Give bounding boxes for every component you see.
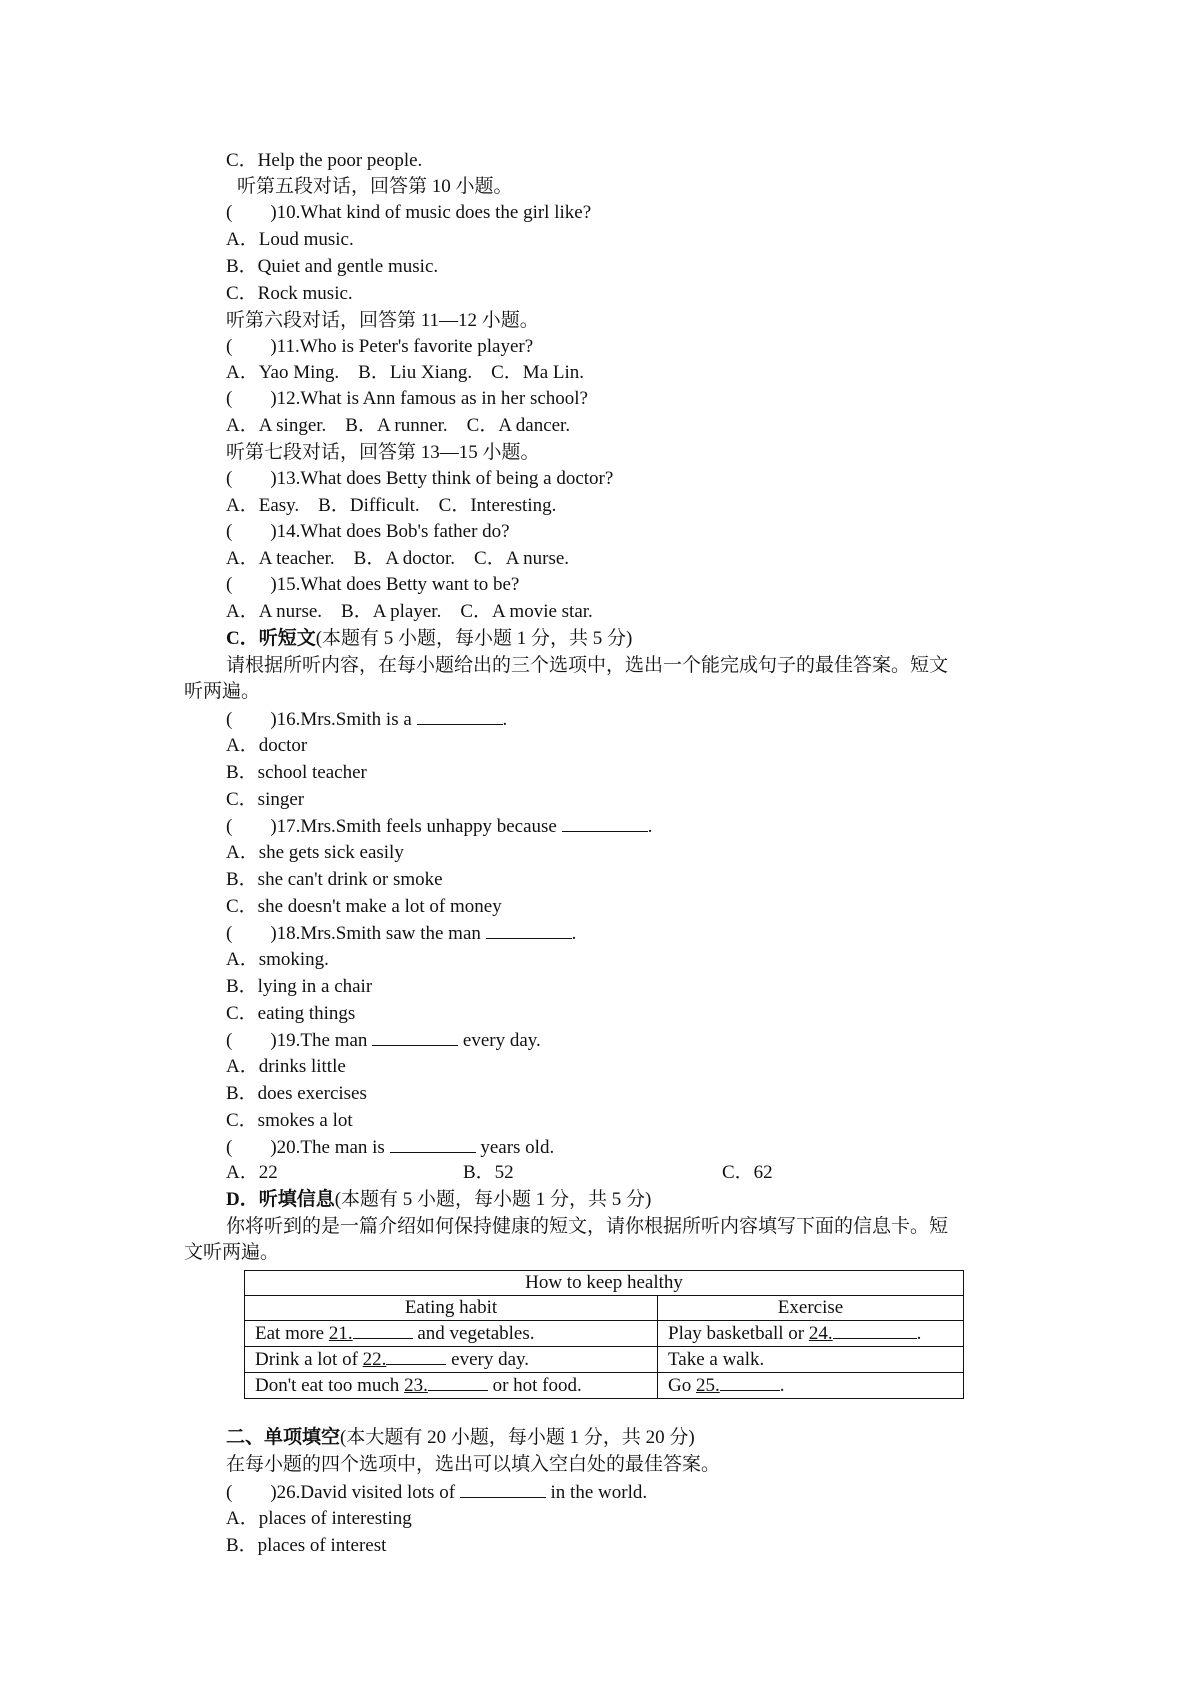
q17-option-b: B．she can't drink or smoke [226,869,443,890]
answer-blank [833,1321,917,1339]
q10-option-a: A．Loud music. [226,229,354,250]
q16-option-c: C．singer [226,789,305,810]
q19-option-a: A．drinks little [226,1056,346,1077]
q14-stem: ( )14.What does Bob's father do? [226,521,510,542]
q16-option-a: A．doctor [226,735,308,756]
section-c-instruction-line2: 听两遍。 [184,681,261,702]
table-header-eating: Eating habit [245,1296,658,1321]
q26-option-a: A．places of interesting [226,1508,412,1529]
dialogue5-intro: 听第五段对话，回答第 10 小题。 [237,176,513,197]
table-row [245,1373,964,1399]
q18-option-c: C．eating things [226,1003,356,1024]
answer-blank [486,921,572,939]
table-cell: Play basketball or 24. . [658,1321,964,1347]
q13-options: A．Easy. B．Difficult. C．Interesting. [226,495,557,516]
q9-option-c: C．Help the poor people. [226,150,423,171]
answer-blank [460,1480,546,1498]
part2-instruction: 在每小题的四个选项中，选出可以填入空白处的最佳答案。 [226,1454,721,1475]
section-d-note: (本题有 5 小题，每小题 1 分，共 5 分) [334,1189,652,1210]
q10-option-c: C．Rock music. [226,283,353,304]
section-d-instruction-line1: 你将听到的是一篇介绍如何保持健康的短文，请你根据所听内容填写下面的信息卡。短 [226,1216,949,1237]
q10-option-b: B．Quiet and gentle music. [226,256,439,277]
answer-blank [562,814,648,832]
q20-option-a: A．22 [226,1162,278,1183]
table-cell: Don't eat too much 23. or hot food. [245,1373,658,1399]
q18-stem: ( )18.Mrs.Smith saw the man . [226,923,577,944]
table-row [245,1321,964,1347]
section-c-instruction-line1: 请根据所听内容，在每小题给出的三个选项中，选出一个能完成句子的最佳答案。短文 [226,655,949,676]
q12-stem: ( )12.What is Ann famous as in her school? [226,388,588,409]
answer-blank [417,707,503,725]
part2-note: (本大题有 20 小题，每小题 1 分，共 20 分) [340,1427,695,1448]
q13-stem: ( )13.What does Betty think of being a doctor? [226,468,614,489]
section-d-instruction-line2: 文听两遍。 [184,1242,280,1263]
section-c-heading [226,627,632,651]
table-cell: Take a walk. [658,1347,964,1373]
dialogue6-intro: 听第六段对话，回答第 11—12 小题。 [226,310,539,331]
answer-blank [372,1028,458,1046]
dialogue7-intro: 听第七段对话，回答第 13—15 小题。 [226,442,540,463]
answer-blank [428,1373,488,1391]
info-card-table [244,1270,964,1399]
q14-options: A．A teacher. B．A doctor. C．A nurse. [226,548,570,569]
section-d-heading [226,1188,651,1212]
q20-option-c: C．62 [722,1162,773,1183]
section-d-label: D．听填信息 [226,1189,335,1210]
q20-option-b: B．52 [463,1162,514,1183]
q17-option-a: A．she gets sick easily [226,842,404,863]
q18-option-a: A．smoking. [226,949,329,970]
q17-stem: ( )17.Mrs.Smith feels unhappy because . [226,816,653,837]
q17-option-c: C．she doesn't make a lot of money [226,896,502,917]
q19-option-b: B．does exercises [226,1083,367,1104]
q11-stem: ( )11.Who is Peter's favorite player? [226,336,534,357]
table-header-exercise: Exercise [658,1296,964,1321]
part2-label: 二、单项填空 [226,1427,341,1448]
q10-stem: ( )10.What kind of music does the girl like? [226,202,592,223]
q15-options: A．A nurse. B．A player. C．A movie star. [226,601,593,622]
q26-stem: ( )26.David visited lots of in the world. [226,1482,648,1503]
section-c-label: C．听短文 [226,628,316,649]
q19-stem: ( )19.The man every day. [226,1030,541,1051]
q12-options: A．A singer. B．A runner. C．A dancer. [226,415,571,436]
answer-blank [720,1373,780,1391]
table-row [245,1347,964,1373]
q16-option-b: B．school teacher [226,762,367,783]
part2-heading [226,1426,695,1450]
q18-option-b: B．lying in a chair [226,976,373,997]
q11-options: A．Yao Ming. B．Liu Xiang. C．Ma Lin. [226,362,585,383]
q15-stem: ( )15.What does Betty want to be? [226,574,520,595]
table-cell: Drink a lot of 22. every day. [245,1347,658,1373]
q16-stem: ( )16.Mrs.Smith is a . [226,709,508,730]
table-title: How to keep healthy [245,1271,964,1296]
q20-stem: ( )20.The man is years old. [226,1137,555,1158]
answer-blank [390,1135,476,1153]
table-cell: Eat more 21. and vegetables. [245,1321,658,1347]
table-cell: Go 25. . [658,1373,964,1399]
section-c-note: (本题有 5 小题，每小题 1 分，共 5 分) [315,628,633,649]
q26-option-b: B．places of interest [226,1535,387,1556]
q19-option-c: C．smokes a lot [226,1110,353,1131]
answer-blank [353,1321,413,1339]
answer-blank [386,1347,446,1365]
